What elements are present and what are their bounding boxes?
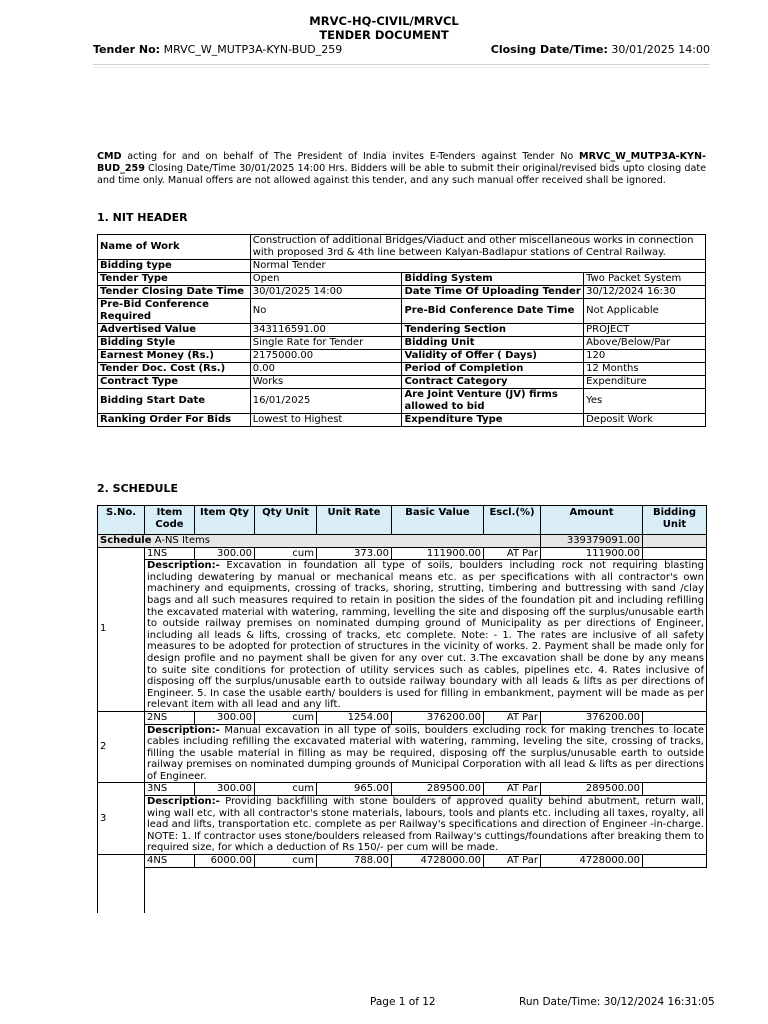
item-code: 4NS — [145, 855, 195, 868]
item-unit: cum — [255, 711, 317, 724]
description-row — [98, 867, 707, 913]
table-row — [98, 783, 707, 796]
nit-row — [98, 273, 706, 286]
nit-value: 12 Months — [584, 363, 706, 376]
item-description — [145, 724, 707, 783]
description-text: Providing backfilling with stone boulders of approved quality behind abutment, return wall, wing wall etc, with all contractor's stone materials, labours, tools and plants etc. including all taxes, royalty, all lead and lifts, transportation etc. complete as per Railway's specifications and direction of Engineer -in-charge. NOTE: 1. If contractor uses stone/boulders released from Railway's cuttings/foundations after breaking them to required size, for which a deduction of Rs 150/- per cum will be made. — [147, 796, 704, 854]
nit-value: 16/01/2025 — [250, 389, 402, 414]
nit-label: Date Time Of Uploading Tender — [402, 286, 584, 299]
intro-tender-no: MRVC_W_MUTP3A-KYN-BUD_259 — [97, 151, 706, 174]
item-bidding-unit — [643, 783, 707, 796]
nit-label: Tender Type — [98, 273, 251, 286]
nit-label: Bidding Style — [98, 337, 251, 350]
description-row — [98, 724, 707, 783]
schedule-table — [97, 505, 707, 913]
description-text: Excavation in foundation all type of soils, boulders including rock not requiring blasting including dewatering by manual or mechanical means etc. as per specifications with all contractor's own machinery and equipments, crossing of tracks, shoring, strutting, timbering and buttressing with sand /clay bags and all such measures required to retain in position the sides of the foundation pit and including refilling the excavated material with watering, ramming, levelling the site and disposing off the surplus/unusable earth to outside railway premises on nominated dumping ground of Municipality as per directions of Engineer, including all leads & lifts, crossing of tracks, etc complete. Note: - 1. The rates are inclusive of all safety measures to be adopted for protection of structures in the vicinity of works. 2. Payment shall be made only for design profile and no payment shall be given for any over cut. 3.The excavation shall be done by any means to suite site conditions for protection of utility services such as cables, pipelines etc. 4. Rates inclusive of disposing off the surplus/unusable earth to outside railway boundary with all leads & lifts as per directions of Engineer. 5. In case the usable earth/ boulders is used for filling in embankment, payment will be made as per relevant item with all lead and any lift. — [147, 560, 704, 711]
description-text: Manual excavation in all type of soils, boulders excluding rock for making trenches to locate cables including refilling the excavated material with watering, ramming, leveling the site, crossing of tracks, filling the usable material in filling as may be required, disposing off the surplus/unusable earth to outside railway premises on nominated dumping grounds of Municipal Corporation with all lead & lifts as per directions of Engineer. — [147, 724, 704, 782]
nit-value: Single Rate for Tender — [250, 337, 402, 350]
nit-row — [98, 299, 706, 324]
item-sno: 3 — [98, 783, 145, 855]
nit-row — [98, 350, 706, 363]
column-header: Item Qty — [195, 506, 255, 535]
nit-label: Pre-Bid Conference Date Time — [402, 299, 584, 324]
description-row — [98, 560, 707, 712]
tender-number-label: Tender No: — [93, 43, 161, 56]
item-code: 2NS — [145, 711, 195, 724]
nit-value: 30/01/2025 14:00 — [250, 286, 402, 299]
description-label: Description:- — [147, 560, 220, 572]
nit-row — [98, 363, 706, 376]
item-qty: 300.00 — [195, 711, 255, 724]
item-unit: cum — [255, 855, 317, 868]
item-escalation: AT Par — [484, 783, 541, 796]
run-date-label: Run Date/Time: — [519, 996, 601, 1008]
nit-label: Are Joint Venture (JV) firms allowed to bid — [402, 389, 584, 414]
schedule-label: Schedule — [100, 535, 152, 546]
item-sno — [98, 855, 145, 914]
intro-paragraph — [97, 151, 706, 187]
item-unit: cum — [255, 783, 317, 796]
nit-value: 0.00 — [250, 363, 402, 376]
nit-label: Tendering Section — [402, 324, 584, 337]
column-header: Unit Rate — [317, 506, 392, 535]
nit-value: Yes — [584, 389, 706, 414]
nit-label: Bidding Start Date — [98, 389, 251, 414]
closing-date-value: 30/01/2025 14:00 — [611, 43, 710, 56]
item-bidding-unit — [643, 547, 707, 560]
item-description — [145, 796, 707, 855]
schedule-header-row — [98, 506, 707, 535]
item-description — [145, 560, 707, 712]
table-row — [98, 711, 707, 724]
schedule-heading: 2. SCHEDULE — [97, 482, 178, 495]
item-amount: 289500.00 — [541, 783, 643, 796]
column-header: S.No. — [98, 506, 145, 535]
nit-value: Above/Below/Par — [584, 337, 706, 350]
column-header: Bidding Unit — [643, 506, 707, 535]
description-row — [98, 796, 707, 855]
document-title: TENDER DOCUMENT — [319, 28, 449, 42]
nit-value: 2175000.00 — [250, 350, 402, 363]
nit-row — [98, 389, 706, 414]
nit-value: Deposit Work — [584, 414, 706, 427]
tender-number — [93, 43, 342, 56]
item-unit: cum — [255, 547, 317, 560]
column-header: Amount — [541, 506, 643, 535]
nit-label: Name of Work — [98, 235, 251, 260]
item-amount: 4728000.00 — [541, 855, 643, 868]
item-bidding-unit — [643, 855, 707, 868]
item-escalation: AT Par — [484, 855, 541, 868]
column-header: Item Code — [145, 506, 195, 535]
table-row — [98, 547, 707, 560]
nit-label: Tender Doc. Cost (Rs.) — [98, 363, 251, 376]
nit-value: No — [250, 299, 402, 324]
closing-date-label: Closing Date/Time: — [490, 43, 608, 56]
nit-value: Works — [250, 376, 402, 389]
nit-row — [98, 286, 706, 299]
nit-value: Expenditure — [584, 376, 706, 389]
nit-row — [98, 324, 706, 337]
item-rate: 965.00 — [317, 783, 392, 796]
nit-label: Validity of Offer ( Days) — [402, 350, 584, 363]
item-amount: 111900.00 — [541, 547, 643, 560]
nit-value: Open — [250, 273, 402, 286]
nit-label: Pre-Bid Conference Required — [98, 299, 251, 324]
closing-date — [491, 43, 710, 56]
empty-cell — [643, 535, 707, 548]
nit-value: Not Applicable — [584, 299, 706, 324]
item-rate: 788.00 — [317, 855, 392, 868]
header-divider — [93, 64, 710, 68]
item-qty: 6000.00 — [195, 855, 255, 868]
nit-value: 120 — [584, 350, 706, 363]
item-sno: 1 — [98, 547, 145, 711]
nit-label: Bidding System — [402, 273, 584, 286]
item-escalation: AT Par — [484, 547, 541, 560]
page-number: Page 1 of 12 — [370, 996, 436, 1008]
nit-row-bidding-type — [98, 260, 706, 273]
item-rate: 373.00 — [317, 547, 392, 560]
nit-value: Normal Tender — [250, 260, 705, 273]
run-date — [519, 996, 715, 1008]
nit-header-table — [97, 234, 706, 427]
description-label: Description:- — [147, 724, 220, 736]
schedule-total: 339379091.00 — [541, 535, 643, 548]
item-basic-value: 4728000.00 — [392, 855, 484, 868]
nit-label: Tender Closing Date Time — [98, 286, 251, 299]
item-basic-value: 289500.00 — [392, 783, 484, 796]
nit-label: Period of Completion — [402, 363, 584, 376]
nit-value: Lowest to Highest — [250, 414, 402, 427]
description-label: Description:- — [147, 796, 220, 808]
nit-label: Advertised Value — [98, 324, 251, 337]
item-escalation: AT Par — [484, 711, 541, 724]
nit-value: Construction of additional Bridges/Viaduct and other miscellaneous works in connection with proposed 3rd & 4th line between Kalyan-Badlapur stations of Central Railway. — [250, 235, 705, 260]
item-basic-value: 376200.00 — [392, 711, 484, 724]
nit-label: Contract Category — [402, 376, 584, 389]
intro-text-1: acting for and on behalf of The President of India invites E-Tenders against Tender No — [121, 151, 580, 162]
nit-value: Two Packet System — [584, 273, 706, 286]
schedule-name: A-NS Items — [151, 535, 210, 546]
intro-text-2: Closing Date/Time 30/01/2025 14:00 Hrs. Bidders will be able to submit their original/revised bids upto closing date and time only. Manual offers are not allowed against this tender, and any such manual offer received shall be ignored. — [97, 163, 706, 186]
item-bidding-unit — [643, 711, 707, 724]
item-code: 1NS — [145, 547, 195, 560]
nit-row-name-of-work — [98, 235, 706, 260]
item-qty: 300.00 — [195, 783, 255, 796]
column-header: Qty Unit — [255, 506, 317, 535]
table-row — [98, 855, 707, 868]
item-amount: 376200.00 — [541, 711, 643, 724]
item-qty: 300.00 — [195, 547, 255, 560]
nit-label: Contract Type — [98, 376, 251, 389]
item-basic-value: 111900.00 — [392, 547, 484, 560]
nit-label: Earnest Money (Rs.) — [98, 350, 251, 363]
nit-label: Bidding Unit — [402, 337, 584, 350]
nit-value: 30/12/2024 16:30 — [584, 286, 706, 299]
nit-label: Expenditure Type — [402, 414, 584, 427]
nit-label: Ranking Order For Bids — [98, 414, 251, 427]
nit-row — [98, 414, 706, 427]
run-date-value: 30/12/2024 16:31:05 — [603, 996, 715, 1008]
intro-cmd: CMD — [97, 151, 122, 162]
nit-label: Bidding type — [98, 260, 251, 273]
schedule-group-row — [98, 535, 707, 548]
tender-number-value: MRVC_W_MUTP3A-KYN-BUD_259 — [163, 43, 343, 56]
nit-value: PROJECT — [584, 324, 706, 337]
item-rate: 1254.00 — [317, 711, 392, 724]
nit-row — [98, 376, 706, 389]
org-title: MRVC-HQ-CIVIL/MRVCL — [309, 14, 459, 28]
schedule-group-label — [98, 535, 541, 548]
nit-header-heading: 1. NIT HEADER — [97, 211, 188, 224]
nit-row — [98, 337, 706, 350]
item-description-continued — [145, 867, 707, 913]
item-sno: 2 — [98, 711, 145, 783]
column-header: Escl.(%) — [484, 506, 541, 535]
item-code: 3NS — [145, 783, 195, 796]
column-header: Basic Value — [392, 506, 484, 535]
nit-value: 343116591.00 — [250, 324, 402, 337]
